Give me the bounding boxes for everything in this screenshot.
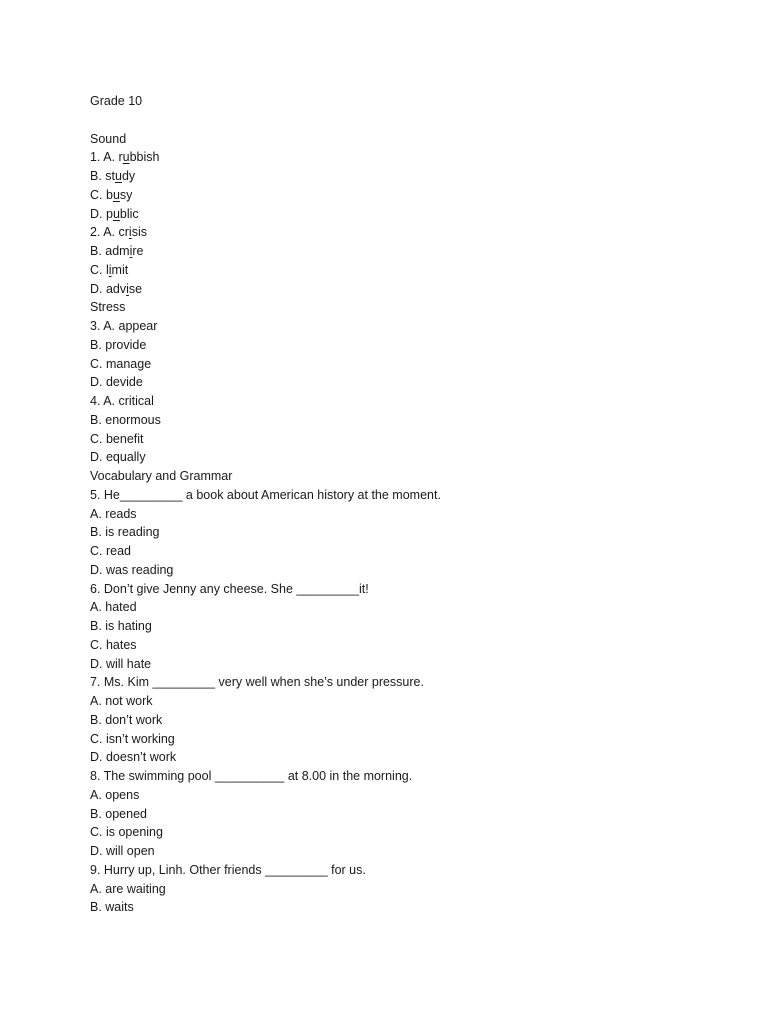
line-text: Sound — [90, 131, 127, 146]
line-text-rest: blic — [119, 206, 139, 221]
line-text: A. are waiting — [90, 881, 166, 896]
line-text: A. opens — [90, 787, 140, 802]
text-line — [90, 692, 710, 711]
line-text: 8. The swimming pool __________ at 8.00 in the morning. — [90, 769, 413, 783]
text-line — [90, 167, 710, 186]
line-text: B. enormous — [90, 412, 161, 427]
underlined-letter: i — [128, 225, 132, 240]
line-text: B. provide — [90, 337, 147, 352]
line-text: D. equally — [90, 450, 146, 465]
line-text: C. b — [90, 187, 113, 202]
text-line — [90, 636, 710, 655]
line-text: D. doesn’t work — [90, 750, 177, 765]
text-line — [90, 336, 710, 355]
text-line — [90, 186, 710, 205]
blank-line — [90, 111, 710, 130]
line-text: 3. A. appear — [90, 319, 158, 333]
line-text: 1. A. r — [90, 150, 123, 165]
text-line — [90, 842, 710, 861]
line-text: A. reads — [90, 506, 137, 521]
line-text: B. waits — [90, 900, 134, 915]
line-text: 6. Don’t give Jenny any cheese. She _________it! — [90, 581, 369, 596]
text-line — [90, 730, 710, 749]
line-text: C. is opening — [90, 825, 163, 840]
underlined-letter: u — [122, 150, 130, 165]
line-text-rest: bbish — [129, 150, 160, 165]
text-line — [90, 486, 710, 505]
underlined-letter: i — [126, 281, 129, 296]
line-text-rest: se — [128, 281, 143, 296]
text-line — [90, 767, 710, 786]
line-text: D. will hate — [90, 656, 152, 671]
text-line — [90, 130, 710, 149]
text-line — [90, 280, 710, 299]
line-text: B. don’t work — [90, 712, 163, 727]
text-line — [90, 655, 710, 674]
line-text: D. devide — [90, 375, 143, 390]
text-line — [90, 711, 710, 730]
text-line — [90, 205, 710, 224]
line-text: C. manage — [90, 356, 152, 371]
text-line — [90, 261, 710, 280]
line-text-rest: re — [132, 244, 144, 258]
text-line — [90, 748, 710, 767]
text-line — [90, 580, 710, 599]
line-text-rest: sis — [131, 225, 147, 240]
line-text-rest: mit — [111, 262, 129, 277]
text-line — [90, 598, 710, 617]
text-line — [90, 448, 710, 467]
line-text: B. opened — [90, 806, 147, 821]
text-line — [90, 373, 710, 392]
text-line — [90, 673, 710, 692]
text-line — [90, 805, 710, 824]
line-text: D. will open — [90, 844, 155, 858]
line-text: C. l — [90, 262, 109, 277]
text-line — [90, 617, 710, 636]
underlined-letter: u — [115, 169, 122, 183]
text-line — [90, 355, 710, 374]
text-line — [90, 880, 710, 899]
line-text: A. not work — [90, 694, 153, 708]
text-line — [90, 823, 710, 842]
line-text: 2. A. cr — [90, 225, 129, 240]
underlined-letter: u — [112, 187, 120, 202]
line-text: C. benefit — [90, 431, 144, 446]
text-line — [90, 786, 710, 805]
line-text: A. hated — [90, 600, 137, 615]
line-text-rest: sy — [119, 187, 133, 202]
line-text: C. hates — [90, 637, 137, 652]
text-line — [90, 561, 710, 580]
document-page — [90, 92, 710, 917]
line-text: B. is reading — [90, 525, 160, 540]
text-line — [90, 148, 710, 167]
underlined-letter: u — [112, 206, 120, 221]
underlined-letter: i — [129, 244, 133, 258]
line-text: C. read — [90, 544, 131, 558]
text-line — [90, 298, 710, 317]
text-line — [90, 505, 710, 524]
line-text: C. isn’t working — [90, 731, 175, 746]
line-text: B. adm — [90, 244, 130, 258]
document-title: Grade 10 — [90, 94, 143, 108]
text-line — [90, 392, 710, 411]
line-text: 7. Ms. Kim _________ very well when she’s under pressure. — [90, 675, 424, 690]
line-text: 5. He_________ a book about American history at the moment. — [90, 487, 441, 502]
line-text: 4. A. critical — [90, 394, 154, 408]
text-line — [90, 467, 710, 486]
line-text: B. is hating — [90, 619, 152, 633]
text-line — [90, 223, 710, 242]
line-text: D. was reading — [90, 562, 174, 577]
underlined-letter: i — [108, 262, 112, 277]
text-line — [90, 861, 710, 880]
text-line — [90, 411, 710, 430]
text-line — [90, 430, 710, 449]
line-text-rest: dy — [121, 169, 136, 183]
document-body — [90, 130, 710, 918]
text-line — [90, 523, 710, 542]
line-text: D. adv — [90, 281, 127, 296]
text-line — [90, 898, 710, 917]
line-text: D. p — [90, 206, 113, 221]
line-text: Vocabulary and Grammar — [90, 469, 233, 483]
line-text: Stress — [90, 300, 126, 315]
text-line — [90, 542, 710, 561]
text-line — [90, 242, 710, 261]
line-text: 9. Hurry up, Linh. Other friends _________ for us. — [90, 862, 366, 877]
line-text: B. st — [90, 169, 116, 183]
text-line — [90, 317, 710, 336]
